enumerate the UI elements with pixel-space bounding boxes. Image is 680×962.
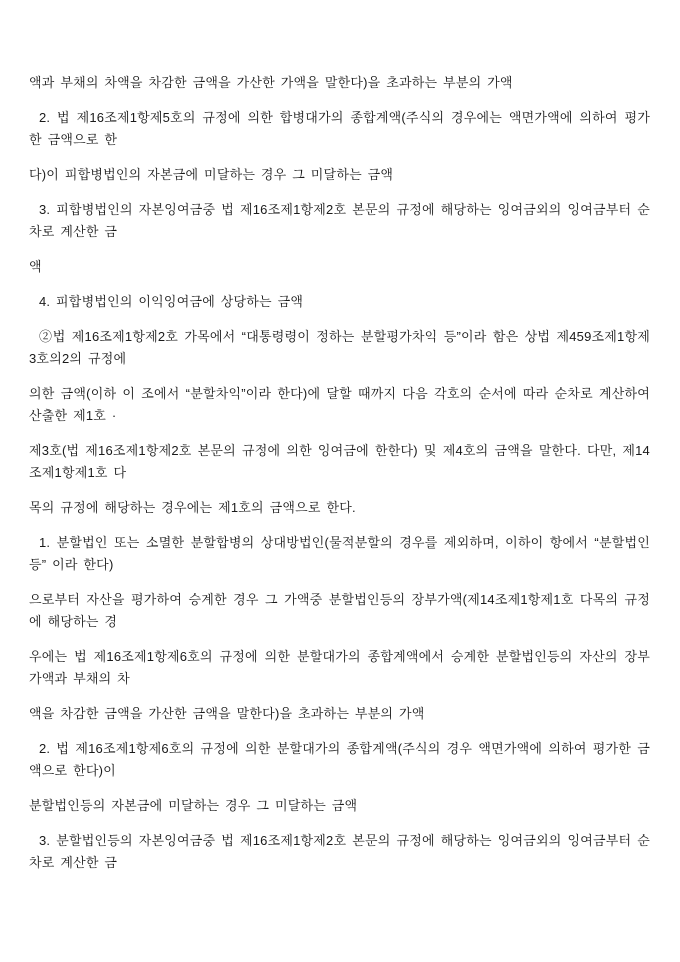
- text-line: 으로부터 자산을 평가하여 승계한 경우 그 가액중 분할법인등의 장부가액(제14조제1항제1호 다목의 규정에 해당하는 경: [29, 592, 650, 629]
- text-line: 액을 차감한 금액을 가산한 금액을 말한다)을 초과하는 부분의 가액: [29, 706, 425, 721]
- text-line: 목의 규정에 해당하는 경우에는 제1호의 금액으로 한다.: [29, 500, 356, 515]
- text-line: 다)이 피합병법인의 자본금에 미달하는 경우 그 미달하는 금액: [29, 167, 394, 182]
- text-line: 우에는 법 제16조제1항제6호의 규정에 의한 분할대가의 종합계액에서 승계한 분할법인등의 자산의 장부가액과 부채의 차: [29, 649, 650, 686]
- text-line: 의한 금액(이하 이 조에서 “분할차익”이라 한다)에 달할 때까지 다음 각호의 순서에 따라 순차로 계산하여 산출한 제1호 ·: [29, 386, 650, 423]
- text-line-clause-3b: 3. 분할법인등의 자본잉여금중 법 제16조제1항제2호 본문의 규정에 해당하는 잉여금외의 잉여금부터 순차로 계산한 금: [29, 833, 650, 870]
- text-line: 분할법인등의 자본금에 미달하는 경우 그 미달하는 금액: [29, 798, 358, 813]
- text-line: 제3호(법 제16조제1항제2호 본문의 규정에 의한 잉여금에 한한다) 및 제4호의 금액을 말한다. 다만, 제14조제1항제1호 다: [29, 443, 650, 480]
- text-line-clause-4: 4. 피합병법인의 이익잉여금에 상당하는 금액: [39, 294, 304, 309]
- text-line-section-2: ②법 제16조제1항제2호 가목에서 “대통령령이 정하는 분할평가차익 등”이라 함은 상법 제459조제1항제3호의2의 규정에: [29, 329, 650, 366]
- text-line-clause-3: 3. 피합병법인의 자본잉여금중 법 제16조제1항제2호 본문의 규정에 해당하는 잉여금외의 잉여금부터 순차로 계산한 금: [29, 202, 650, 239]
- text-line-clause-1: 1. 분할법인 또는 소멸한 분할합병의 상대방법인(물적분할의 경우를 제외하며, 이하이 항에서 “분할법인등” 이라 한다): [29, 535, 650, 572]
- text-line-clause-2b: 2. 법 제16조제1항제6호의 규정에 의한 분할대가의 종합계액(주식의 경우 액면가액에 의하여 평가한 금액으로 한다)이: [29, 741, 650, 778]
- text-line: 액: [29, 259, 42, 274]
- text-line: 액과 부채의 차액을 차감한 금액을 가산한 가액을 말한다)을 초과하는 부분의 가액: [29, 75, 513, 90]
- text-line-clause-2: 2. 법 제16조제1항제5호의 규정에 의한 합병대가의 종합계액(주식의 경우에는 액면가액에 의하여 평가한 금액으로 한: [29, 110, 650, 147]
